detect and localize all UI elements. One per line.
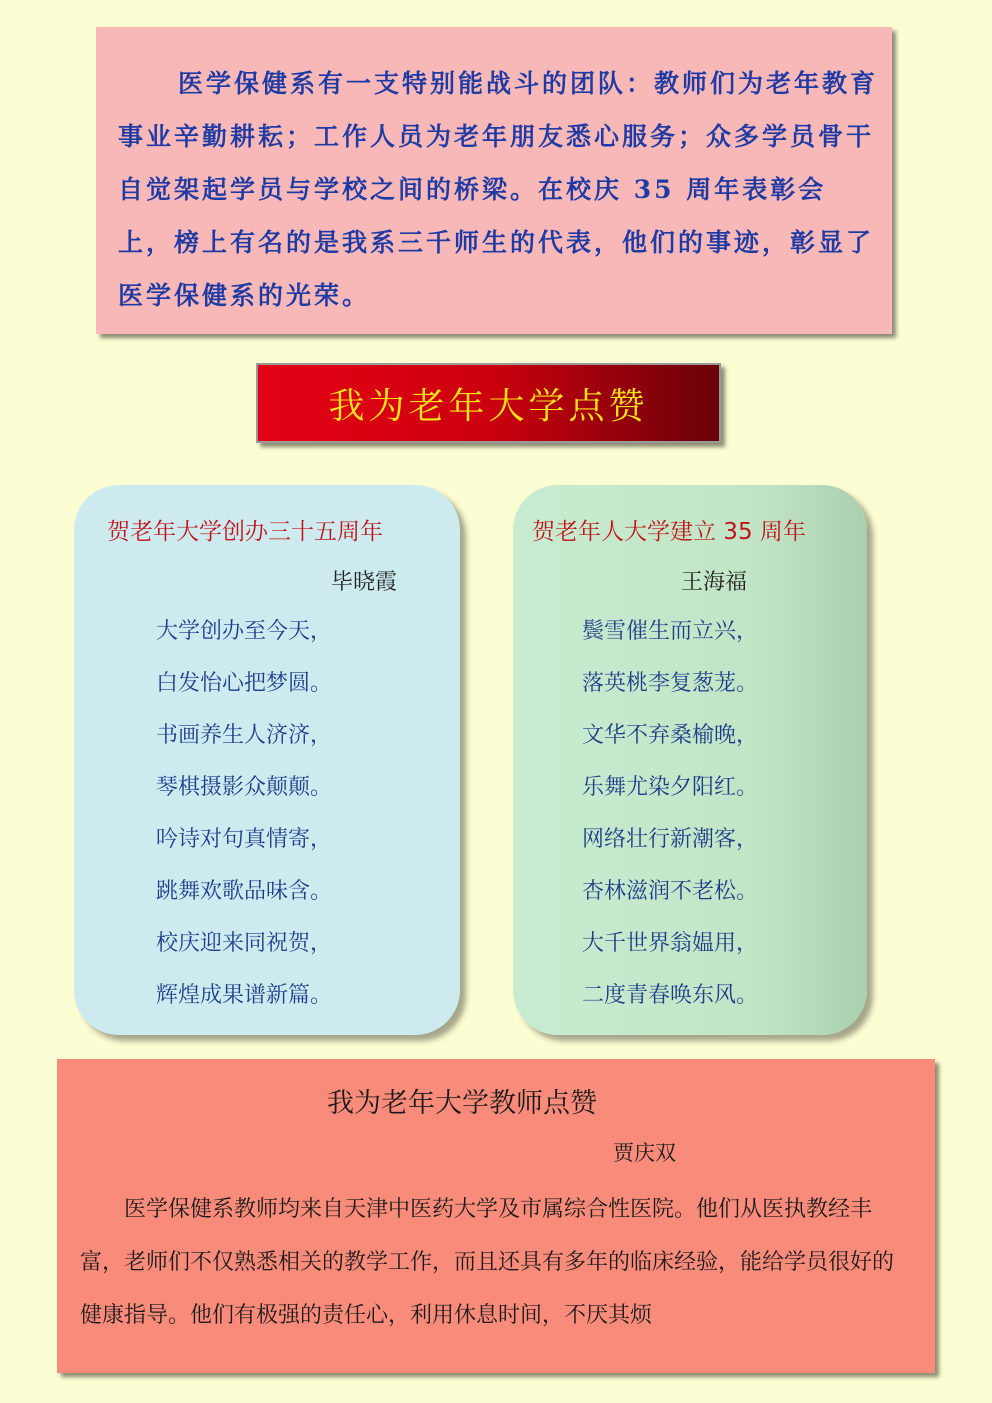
poem-line: 文华不弃桑榆晚， <box>582 723 759 748</box>
poem-line: 大学创办至今天， <box>156 619 333 644</box>
poem-line: 大千世界翁媪用， <box>582 931 759 956</box>
poem-lines <box>582 616 758 1032</box>
article-title: 我为老年大学教师点赞 <box>327 1088 597 1119</box>
poem-author: 王海福 <box>681 570 748 595</box>
poem-line: 琴棋摄影众颠颠。 <box>156 775 333 800</box>
poem-line: 落英桃李复葱茏。 <box>582 671 759 696</box>
poem-title: 贺老年人大学建立 35 周年 <box>532 519 806 545</box>
poem-lines <box>156 616 332 1032</box>
poem-line: 二度青春唤东风。 <box>582 983 759 1008</box>
poem-title: 贺老年大学创办三十五周年 <box>107 519 383 545</box>
poem-line: 乐舞尤染夕阳红。 <box>582 775 759 800</box>
poem-author: 毕晓霞 <box>331 570 398 595</box>
poem-line: 杏林滋润不老松。 <box>582 879 759 904</box>
poem-line: 吟诗对句真情寄， <box>156 827 333 852</box>
article-box <box>57 1059 935 1373</box>
poem-line: 书画养生人济济， <box>156 723 333 748</box>
poem-line: 校庆迎来同祝贺， <box>156 931 333 956</box>
article-body: 医学保健系教师均来自天津中医药大学及市属综合性医院。他们从医执教经丰富，老师们不仅熟悉相关的教学工作，而且还具有多年的临床经验，能给学员很好的健康指导。他们有极强的责任心，利用休息时间，不厌其烦 <box>80 1197 895 1328</box>
poem-line: 跳舞欢歌品味含。 <box>156 879 333 904</box>
article-author: 贾庆双 <box>613 1141 676 1165</box>
section-title-banner <box>256 363 721 443</box>
poem-line: 白发怡心把梦圆。 <box>156 671 333 696</box>
intro-paragraph: 医学保健系有一支特别能战斗的团队：教师们为老年教育事业辛勤耕耘；工作人员为老年朋友悉心服务；众多学员骨干自觉架起学员与学校之间的桥梁。在校庆 35 周年表彰会上，榜上有名的是我系三千师生的代表，他们的事迹，彰显了医学保健系的光荣。 <box>118 69 879 310</box>
intro-box <box>96 27 892 334</box>
poem-card-left <box>74 485 460 1035</box>
poem-line: 网络壮行新潮客， <box>582 827 759 852</box>
poem-line: 辉煌成果谱新篇。 <box>156 983 333 1008</box>
poem-line: 鬓雪催生而立兴， <box>582 619 759 644</box>
section-title: 我为老年大学点赞 <box>328 385 649 427</box>
poem-card-right <box>513 485 867 1035</box>
